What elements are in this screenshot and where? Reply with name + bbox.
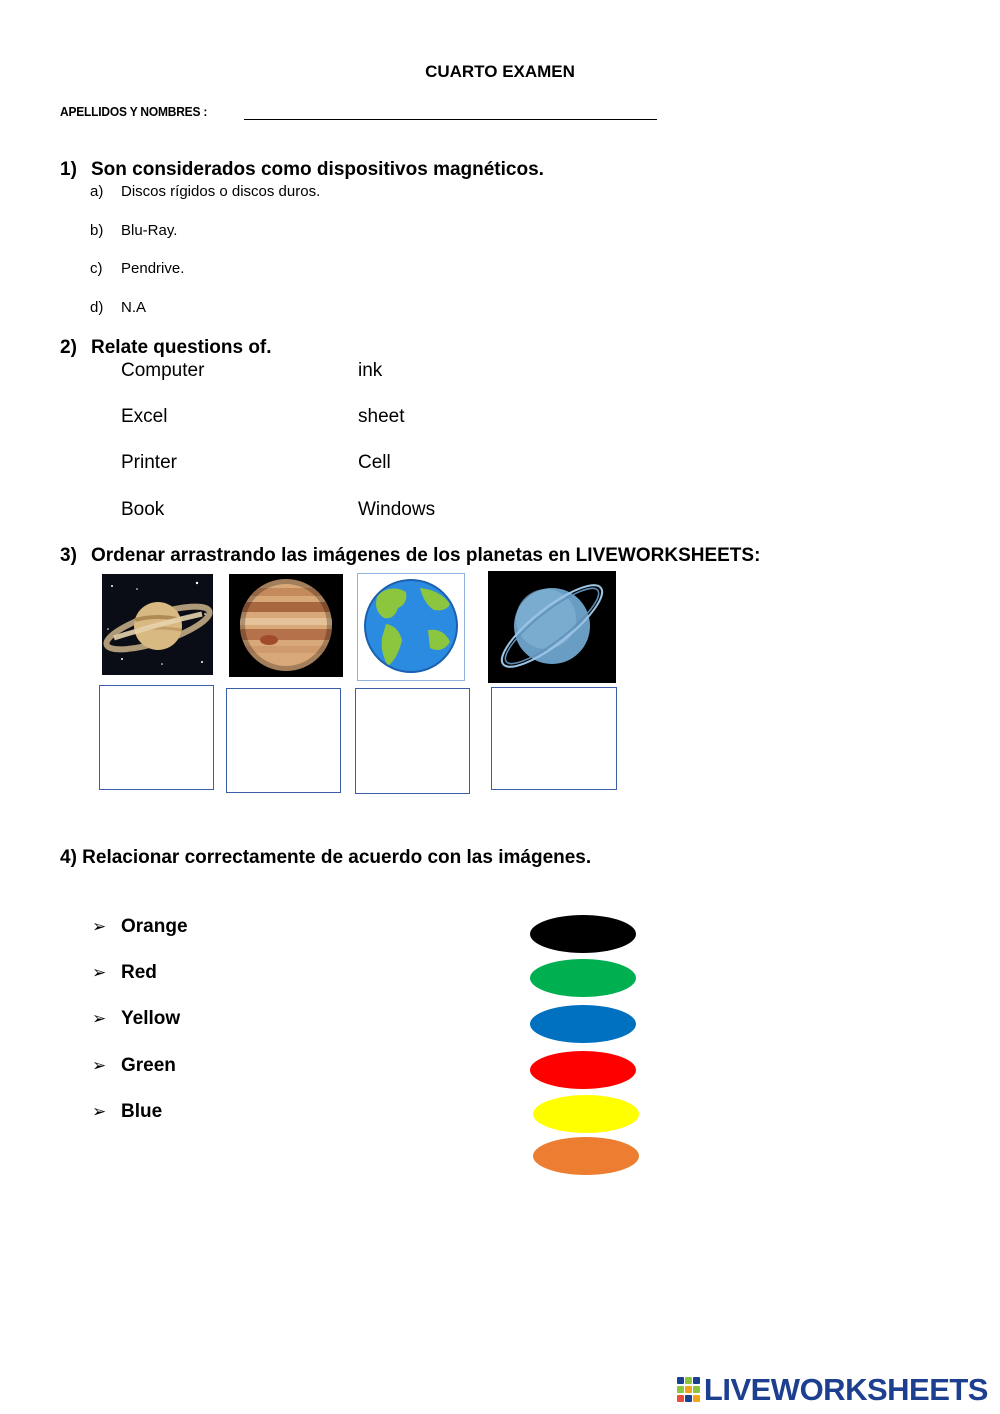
color-swatch-orange[interactable]: [533, 1137, 639, 1175]
question-1-text: Son considerados como dispositivos magnéticos.: [91, 159, 544, 180]
liveworksheets-logo: [677, 1372, 988, 1408]
name-label: APELLIDOS Y NOMBRES :: [60, 104, 208, 119]
jupiter-icon: [229, 574, 343, 677]
arrow-bullet-icon: ➢: [92, 1102, 107, 1121]
color-label: Green: [121, 1055, 176, 1076]
question-3-text: Ordenar arrastrando las imágenes de los planetas en LIVEWORKSHEETS:: [91, 545, 761, 566]
color-label: Red: [121, 962, 157, 983]
match-left-item[interactable]: Printer: [121, 452, 177, 473]
color-swatch-red[interactable]: [530, 1051, 636, 1089]
name-input-line[interactable]: [244, 119, 657, 120]
earth-image[interactable]: [357, 573, 465, 681]
liveworksheets-logo-icon: [677, 1377, 701, 1403]
color-item-red[interactable]: [92, 962, 157, 984]
color-label: Orange: [121, 916, 188, 937]
question-1-option-d[interactable]: [90, 299, 146, 316]
question-1: [60, 159, 544, 181]
question-4-text: 4) Relacionar correctamente de acuerdo con las imágenes.: [60, 847, 592, 868]
question-2-number: 2): [60, 337, 77, 358]
drop-box-4[interactable]: [491, 687, 617, 790]
arrow-bullet-icon: ➢: [92, 963, 107, 982]
option-letter: b): [90, 222, 104, 239]
option-text: N.A: [121, 299, 147, 316]
question-1-option-c[interactable]: [90, 260, 184, 277]
match-left-item[interactable]: Excel: [121, 406, 168, 427]
color-item-orange[interactable]: [92, 916, 188, 938]
saturn-image[interactable]: [102, 574, 213, 675]
match-left-item[interactable]: Book: [121, 499, 165, 520]
color-label: Blue: [121, 1101, 163, 1122]
option-letter: a): [90, 183, 104, 200]
option-letter: c): [90, 260, 103, 277]
color-item-yellow[interactable]: [92, 1008, 180, 1030]
color-item-blue[interactable]: [92, 1101, 162, 1123]
option-text: Pendrive.: [121, 260, 185, 277]
question-1-number: 1): [60, 159, 77, 180]
color-swatch-blue[interactable]: [530, 1005, 636, 1043]
question-1-option-b[interactable]: [90, 222, 177, 239]
exam-title: CUARTO EXAMEN: [425, 62, 575, 81]
option-text: Blu-Ray.: [121, 222, 178, 239]
arrow-bullet-icon: ➢: [92, 1056, 107, 1075]
match-right-item[interactable]: Windows: [358, 499, 436, 520]
drop-box-3[interactable]: [355, 688, 470, 794]
earth-icon: [358, 574, 464, 680]
match-right-item[interactable]: sheet: [358, 406, 405, 427]
match-right-item[interactable]: Cell: [358, 452, 391, 473]
jupiter-image[interactable]: [229, 574, 343, 677]
color-item-green[interactable]: [92, 1055, 176, 1077]
uranus-icon: [488, 571, 616, 683]
color-swatch-black[interactable]: [530, 915, 636, 953]
saturn-icon: [102, 574, 213, 675]
option-text: Discos rígidos o discos duros.: [121, 183, 321, 200]
match-right-item[interactable]: ink: [358, 360, 383, 381]
question-2-text: Relate questions of.: [91, 337, 272, 358]
arrow-bullet-icon: ➢: [92, 1009, 107, 1028]
question-3: [60, 545, 760, 567]
arrow-bullet-icon: ➢: [92, 917, 107, 936]
color-swatch-yellow[interactable]: [533, 1095, 639, 1133]
drop-box-2[interactable]: [226, 688, 341, 793]
question-3-number: 3): [60, 545, 77, 566]
question-2: [60, 337, 272, 359]
liveworksheets-logo-text: LIVEWORKSHEETS: [703, 1372, 988, 1407]
color-label: Yellow: [121, 1008, 181, 1029]
question-1-option-a[interactable]: [90, 183, 320, 200]
option-letter: d): [90, 299, 104, 316]
color-swatch-green[interactable]: [530, 959, 636, 997]
match-left-item[interactable]: Computer: [121, 360, 205, 381]
drop-box-1[interactable]: [99, 685, 214, 790]
uranus-image[interactable]: [488, 571, 616, 683]
